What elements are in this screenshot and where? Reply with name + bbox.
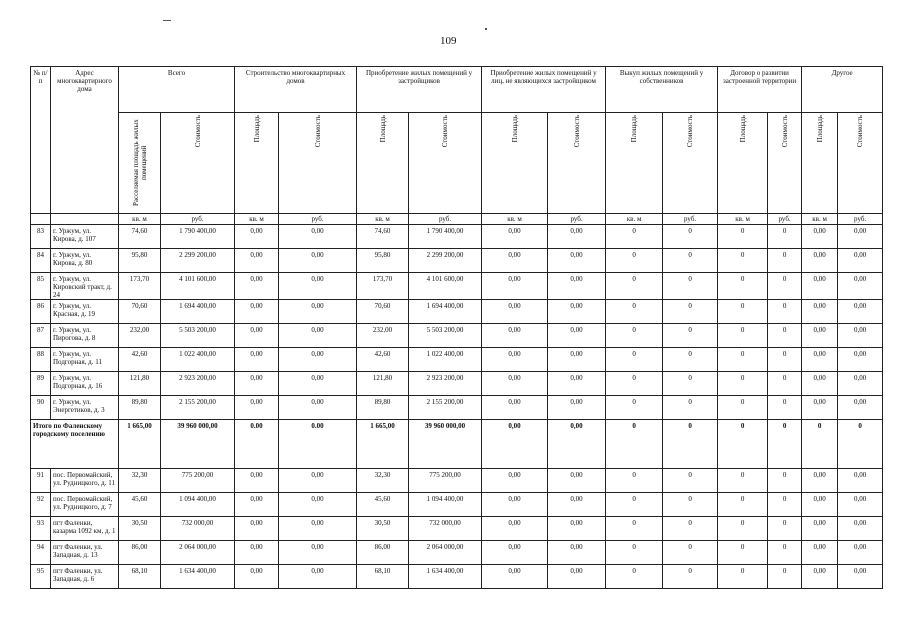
row-value: 732 000,00 [409,517,482,541]
total-label: Итого по Фаленскому городскому поселению [31,420,119,469]
table-row [31,541,883,565]
row-value: 173,70 [119,273,161,300]
row-value: 0,00 [548,273,606,300]
table-row [31,469,883,493]
row-number: 85 [31,273,51,300]
row-value: 121,80 [119,372,161,396]
page-number: 109 [440,35,457,47]
header-sub: Стоимость [161,113,235,214]
row-value: 0 [718,493,768,517]
total-cell: 0.00 [279,420,357,469]
row-value: 0 [606,396,663,420]
row-value: 0 [663,372,718,396]
row-value: 0,00 [838,541,883,565]
row-value: 0,00 [279,493,357,517]
row-value: 30,50 [119,517,161,541]
table-row [31,324,883,348]
row-value: 0,00 [235,541,279,565]
row-number: 92 [31,493,51,517]
header-sub: Стоимость [663,113,718,214]
total-cell: 0 [663,420,718,469]
row-address: г. Уржум, ул. Кирова, д. 80 [51,249,119,273]
total-cell: 0 [802,420,838,469]
row-value: 0 [663,300,718,324]
total-row [31,420,883,469]
unit-cell: кв. м [606,214,663,225]
row-value: 1 094 400,00 [409,493,482,517]
table-body-total [31,420,883,469]
scan-dot [485,28,487,30]
total-cell: 0,00 [548,420,606,469]
row-number: 95 [31,565,51,589]
row-value: 0,00 [482,396,548,420]
row-value: 232,00 [357,324,409,348]
total-cell: 0 [606,420,663,469]
row-value: 0,00 [235,273,279,300]
row-address: г. Уржум, ул. Красная, д. 19 [51,300,119,324]
row-value: 30,50 [357,517,409,541]
row-address: г. Уржум, ул. Кировский тракт, д. 24 [51,273,119,300]
row-value: 2 064 000,00 [409,541,482,565]
row-value: 0,00 [548,300,606,324]
header-sub: Площадь [718,113,768,214]
row-value: 0,00 [482,324,548,348]
row-value: 0,00 [279,249,357,273]
row-address: пгт Фаленки, ул. Западная, д. 6 [51,565,119,589]
header-row-sub [31,113,883,214]
row-value: 0 [606,225,663,249]
row-value: 0,00 [482,517,548,541]
row-value: 0,00 [838,225,883,249]
row-address: пгт Фаленки, казарма 1092 км, д. 1 [51,517,119,541]
header-group-construction: Строительство многоквартирных домов [235,67,357,113]
row-value: 0,00 [548,348,606,372]
header-sub: Стоимость [838,113,883,214]
row-value: 0,00 [482,372,548,396]
row-value: 0 [768,469,802,493]
header-group-developers: Приобретение жилых помещений у застройщиков [357,67,482,113]
unit-cell: кв. м [482,214,548,225]
row-value: 2 923 200,00 [409,372,482,396]
row-value: 0,00 [482,225,548,249]
row-value: 0 [663,225,718,249]
header-sub: Площадь [235,113,279,214]
header-group-total: Всего [119,67,235,113]
row-value: 86,00 [357,541,409,565]
row-value: 0 [718,541,768,565]
row-value: 1 634 400,00 [409,565,482,589]
total-cell: 0 [718,420,768,469]
row-value: 0,00 [548,565,606,589]
row-value: 0,00 [802,493,838,517]
table-row [31,300,883,324]
row-value: 0,00 [802,273,838,300]
row-value: 0 [718,517,768,541]
row-value: 0,00 [548,541,606,565]
row-value: 0,00 [235,300,279,324]
row-value: 1 694 400,00 [409,300,482,324]
row-value: 0,00 [802,324,838,348]
header-sub: Площадь [802,113,838,214]
row-value: 0,00 [838,300,883,324]
row-value: 0,00 [279,273,357,300]
row-value: 0 [718,396,768,420]
row-value: 86,00 [119,541,161,565]
row-address: г. Уржум, ул. Энергетиков, д. 3 [51,396,119,420]
row-value: 0,00 [548,372,606,396]
row-value: 732 000,00 [161,517,235,541]
row-value: 2 155 200,00 [161,396,235,420]
row-value: 0,00 [482,300,548,324]
row-value: 0,00 [838,273,883,300]
row-value: 0 [663,396,718,420]
unit-cell: руб. [548,214,606,225]
table-row [31,493,883,517]
row-value: 0 [663,541,718,565]
row-number: 83 [31,225,51,249]
header-address: Адрес многоквартирного дома [51,67,119,214]
row-number: 84 [31,249,51,273]
header-row-groups [31,67,883,113]
row-value: 68,10 [119,565,161,589]
row-value: 95,80 [119,249,161,273]
total-cell: 1 665,00 [119,420,161,469]
unit-cell: руб. [279,214,357,225]
row-value: 1 094 400,00 [161,493,235,517]
header-group-other: Другое [802,67,883,113]
row-value: 0,00 [838,324,883,348]
row-value: 0,00 [279,225,357,249]
row-value: 0,00 [482,469,548,493]
row-value: 0,00 [802,565,838,589]
row-value: 2 299 200,00 [409,249,482,273]
row-address: г. Уржум, ул. Подгорная, д. 16 [51,372,119,396]
row-value: 0 [718,469,768,493]
row-number: 94 [31,541,51,565]
table-body-urzhum [31,225,883,420]
row-value: 0,00 [235,249,279,273]
row-value: 32,30 [357,469,409,493]
row-value: 0 [606,300,663,324]
row-value: 0 [718,300,768,324]
row-value: 1 790 400,00 [409,225,482,249]
row-number: 90 [31,396,51,420]
row-value: 2 064 000,00 [161,541,235,565]
row-value: 0,00 [235,493,279,517]
units-row [31,214,883,225]
row-value: 0 [663,517,718,541]
row-address: г. Уржум, ул. Подгорная, д. 11 [51,348,119,372]
row-address: г. Уржум, ул. Кирова, д. 107 [51,225,119,249]
row-value: 45,60 [357,493,409,517]
unit-cell: кв. м [357,214,409,225]
row-value: 0,00 [279,565,357,589]
row-value: 0 [606,541,663,565]
total-cell: 1 665,00 [357,420,409,469]
row-value: 0,00 [235,469,279,493]
row-value: 0 [606,249,663,273]
row-value: 0 [663,273,718,300]
row-value: 0 [663,493,718,517]
row-value: 0,00 [838,517,883,541]
unit-cell: руб. [838,214,883,225]
row-value: 0,00 [279,541,357,565]
row-value: 0,00 [838,396,883,420]
row-value: 775 200,00 [409,469,482,493]
table-row [31,348,883,372]
row-value: 0,00 [548,469,606,493]
row-value: 0,00 [235,517,279,541]
row-value: 0 [768,348,802,372]
scan-mark [163,20,171,21]
row-value: 89,80 [119,396,161,420]
row-value: 0 [718,565,768,589]
row-address: г. Уржум, ул. Пирогова, д. 8 [51,324,119,348]
unit-cell: кв. м [235,214,279,225]
row-value: 0,00 [235,225,279,249]
row-value: 0,00 [482,541,548,565]
row-value: 0,00 [548,517,606,541]
row-value: 1 694 400,00 [161,300,235,324]
row-value: 173,70 [357,273,409,300]
table-row [31,273,883,300]
row-value: 0 [606,324,663,348]
row-value: 0 [663,348,718,372]
row-value: 0,00 [482,493,548,517]
row-number: 87 [31,324,51,348]
row-value: 232,00 [119,324,161,348]
row-number: 86 [31,300,51,324]
unit-cell: руб. [161,214,235,225]
row-value: 0,00 [235,565,279,589]
row-value: 0,00 [235,348,279,372]
row-value: 0 [663,324,718,348]
row-address: пгт Фаленки, ул. Западная, д. 13 [51,541,119,565]
total-cell: 0 [838,420,883,469]
row-value: 0,00 [482,273,548,300]
row-value: 0 [768,249,802,273]
total-cell: 0.00 [235,420,279,469]
row-value: 0 [606,273,663,300]
header-sub: Площадь [606,113,663,214]
row-value: 0,00 [279,517,357,541]
row-value: 4 101 600,00 [161,273,235,300]
table-row [31,225,883,249]
row-value: 5 503 200,00 [161,324,235,348]
row-value: 2 299 200,00 [161,249,235,273]
row-value: 0 [663,249,718,273]
total-cell: 0,00 [482,420,548,469]
row-value: 0 [768,396,802,420]
row-value: 74,60 [119,225,161,249]
row-value: 68,10 [357,565,409,589]
header-sub: Площадь [482,113,548,214]
row-value: 0 [768,517,802,541]
row-value: 0 [606,493,663,517]
row-value: 0,00 [802,249,838,273]
row-value: 74,60 [357,225,409,249]
row-value: 0 [768,541,802,565]
row-value: 89,80 [357,396,409,420]
row-value: 0,00 [802,372,838,396]
row-value: 0,00 [802,469,838,493]
row-value: 0 [606,348,663,372]
header-sub: Стоимость [409,113,482,214]
row-value: 1 022 400,00 [409,348,482,372]
row-value: 0,00 [279,469,357,493]
table-row [31,517,883,541]
row-value: 0 [606,469,663,493]
row-value: 2 923 200,00 [161,372,235,396]
row-value: 95,80 [357,249,409,273]
row-value: 0 [663,469,718,493]
row-value: 775 200,00 [161,469,235,493]
row-value: 0,00 [548,249,606,273]
row-address: пос. Первомайский, ул. Рудницкого, д. 7 [51,493,119,517]
row-value: 0,00 [279,324,357,348]
total-cell: 39 960 000,00 [161,420,235,469]
row-value: 0,00 [482,348,548,372]
total-cell: 0 [768,420,802,469]
row-value: 0 [768,565,802,589]
row-value: 0 [606,517,663,541]
row-value: 42,60 [357,348,409,372]
row-value: 0 [718,225,768,249]
header-num: № п/п [31,67,51,214]
row-value: 2 155 200,00 [409,396,482,420]
row-value: 0,00 [838,249,883,273]
table-row [31,565,883,589]
row-value: 0,00 [802,300,838,324]
unit-cell: кв. м [802,214,838,225]
row-value: 0,00 [838,565,883,589]
row-value: 0,00 [802,348,838,372]
row-value: 1 022 400,00 [161,348,235,372]
row-value: 0 [768,493,802,517]
row-number: 88 [31,348,51,372]
row-value: 0,00 [802,541,838,565]
row-value: 45,60 [119,493,161,517]
row-value: 0,00 [279,348,357,372]
row-value: 0 [768,300,802,324]
row-value: 121,80 [357,372,409,396]
row-value: 0 [768,273,802,300]
row-value: 70,60 [119,300,161,324]
row-value: 0,00 [548,396,606,420]
unit-cell: руб. [768,214,802,225]
header-group-non-developers: Приобретение жилых помещений у лиц, не являющихся застройщиком [482,67,606,113]
unit-cell: кв. м [718,214,768,225]
row-value: 0,00 [482,565,548,589]
row-value: 32,30 [119,469,161,493]
row-value: 0,00 [802,225,838,249]
row-value: 0,00 [838,469,883,493]
row-value: 0 [663,565,718,589]
row-value: 1 634 400,00 [161,565,235,589]
row-value: 5 503 200,00 [409,324,482,348]
resettlement-table [30,66,883,589]
row-number: 91 [31,469,51,493]
header-group-development-contract: Договор о развитии застроенной территории [718,67,802,113]
table-row [31,249,883,273]
row-value: 0,00 [802,517,838,541]
header-group-buyout: Выкуп жилых помещений у собственников [606,67,718,113]
row-value: 0 [768,372,802,396]
row-value: 0,00 [548,225,606,249]
row-value: 0,00 [482,249,548,273]
table-body-falenki [31,469,883,589]
row-value: 0 [768,324,802,348]
row-value: 0,00 [838,348,883,372]
row-value: 0,00 [548,324,606,348]
unit-cell: кв. м [119,214,161,225]
header-sub: Площадь [357,113,409,214]
header-sub: Стоимость [768,113,802,214]
header-sub: Стоимость [548,113,606,214]
row-value: 0 [718,372,768,396]
row-value: 70,60 [357,300,409,324]
row-value: 0,00 [802,396,838,420]
row-value: 0 [606,372,663,396]
row-value: 0 [606,565,663,589]
row-value: 0 [718,273,768,300]
row-number: 93 [31,517,51,541]
row-value: 4 101 600,00 [409,273,482,300]
row-value: 0,00 [279,396,357,420]
row-number: 89 [31,372,51,396]
row-value: 42,60 [119,348,161,372]
row-value: 0 [718,348,768,372]
total-cell: 39 960 000,00 [409,420,482,469]
row-value: 0,00 [235,324,279,348]
table-row [31,396,883,420]
row-address: пос. Первомайский, ул. Рудницкого, д. 11 [51,469,119,493]
table-row [31,372,883,396]
row-value: 0,00 [838,372,883,396]
row-value: 0,00 [279,300,357,324]
unit-cell: руб. [409,214,482,225]
row-value: 0 [718,249,768,273]
header-sub: Стоимость [279,113,357,214]
row-value: 0 [718,324,768,348]
row-value: 0,00 [838,493,883,517]
unit-cell: руб. [663,214,718,225]
row-value: 0,00 [279,372,357,396]
row-value: 0,00 [548,493,606,517]
row-value: 1 790 400,00 [161,225,235,249]
row-value: 0,00 [235,372,279,396]
row-value: 0,00 [235,396,279,420]
row-value: 0 [768,225,802,249]
header-sub: Расселяемая площадь жилых помещений [119,113,161,214]
